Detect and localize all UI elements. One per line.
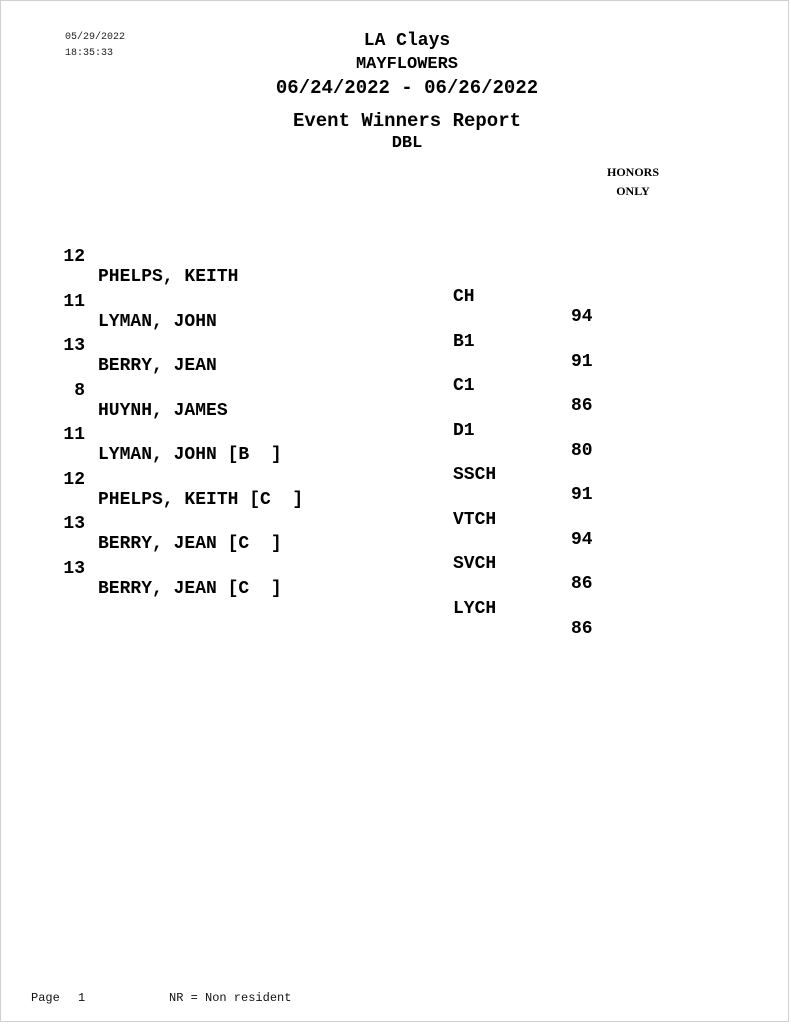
page-number: 1 — [78, 991, 86, 1005]
shooter-name: BERRY, JEAN [C ] — [98, 579, 282, 599]
score: 94 — [571, 530, 593, 550]
squad-number: 11 — [63, 292, 85, 312]
discipline-label: DBL — [391, 134, 423, 153]
squad-number: 12 — [63, 247, 85, 267]
class-code: CH — [453, 287, 475, 307]
event-name: MAYFLOWERS — [355, 55, 459, 74]
squad-number: 13 — [63, 336, 85, 356]
class-code: VTCH — [453, 510, 497, 530]
squad-number: 13 — [63, 559, 85, 579]
shooter-name: HUYNH, JAMES — [98, 401, 228, 421]
score: 86 — [571, 574, 593, 594]
shooter-name: BERRY, JEAN [C ] — [98, 534, 282, 554]
event-date-range: 06/24/2022 - 06/26/2022 — [275, 77, 539, 99]
shooter-name: LYMAN, JOHN — [98, 312, 217, 332]
score: 86 — [571, 619, 593, 639]
printed-date: 05/29/2022 — [65, 32, 126, 43]
honors-label-line2: ONLY — [616, 184, 650, 198]
class-code: SVCH — [453, 554, 497, 574]
score: 91 — [571, 485, 593, 505]
class-code: SSCH — [453, 465, 497, 485]
winner-row — [1, 539, 701, 639]
shooter-name: LYMAN, JOHN [B ] — [98, 445, 282, 465]
squad-number: 13 — [63, 514, 85, 534]
score: 91 — [571, 352, 593, 372]
score: 94 — [571, 307, 593, 327]
class-code: D1 — [453, 421, 475, 441]
class-code: LYCH — [453, 599, 497, 619]
honors-label-line1: HONORS — [606, 165, 659, 179]
squad-number: 11 — [63, 425, 85, 445]
score: 86 — [571, 396, 593, 416]
squad-number: 8 — [74, 381, 85, 401]
footnote-non-resident: NR = Non resident — [169, 991, 292, 1005]
shooter-name: BERRY, JEAN — [98, 356, 217, 376]
class-code: C1 — [453, 376, 475, 396]
score: 80 — [571, 441, 593, 461]
class-code: B1 — [453, 332, 475, 352]
squad-number: 12 — [63, 470, 85, 490]
shooter-name: PHELPS, KEITH — [98, 267, 239, 287]
printed-time: 18:35:33 — [65, 48, 114, 59]
organization-name: LA Clays — [363, 31, 451, 51]
shooter-name: PHELPS, KEITH [C ] — [98, 490, 304, 510]
report-title: Event Winners Report — [292, 110, 522, 132]
page-label: Page — [31, 991, 60, 1005]
